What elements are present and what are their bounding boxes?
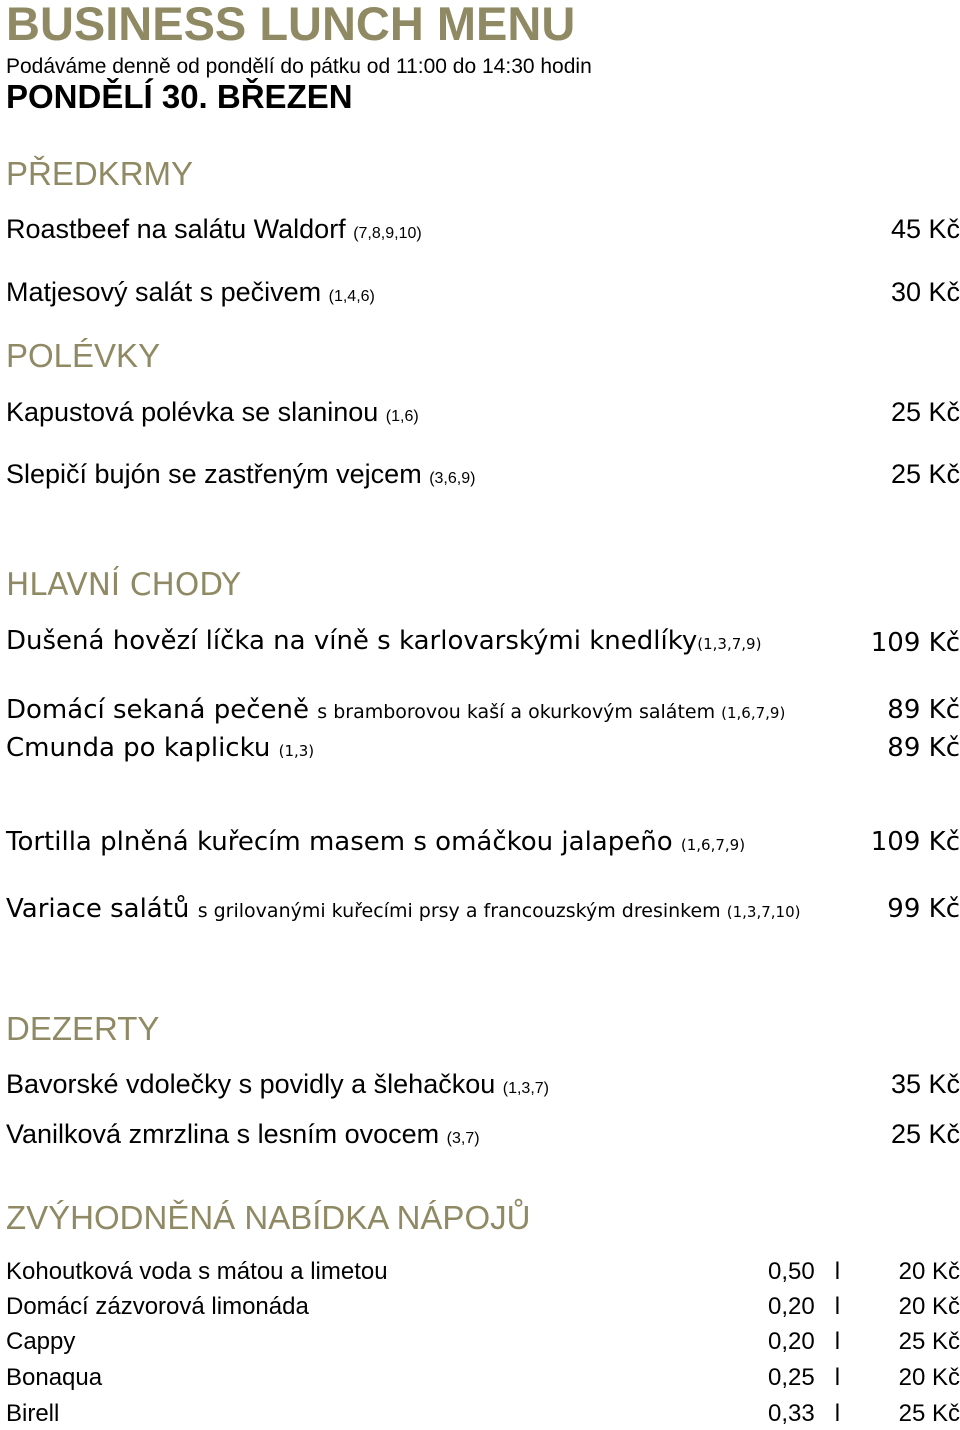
drink-name: Birell	[6, 1400, 60, 1427]
item-allergens: (1,6,7,9)	[721, 704, 786, 722]
item-allergens: (1,3,7)	[502, 1080, 549, 1097]
item-name: Bavorské vdolečky s povidly a šlehačkou	[6, 1069, 503, 1099]
drink-volume: 0,33 l	[768, 1400, 841, 1427]
serving-hours: Podáváme denně od pondělí do pátku od 11:00 do 14:30 hodin	[6, 55, 592, 78]
item-name: Dušená hovězí líčka na víně s karlovarskými knedlíky	[6, 626, 698, 656]
item-price: 25 Kč	[890, 459, 960, 489]
menu-item	[6, 214, 422, 245]
drink-volume: 0,20 l	[768, 1293, 841, 1320]
menu-item	[6, 459, 475, 490]
menu-date: PONDĚLÍ 30. BŘEZEN	[6, 78, 353, 115]
item-price: 109 Kč	[870, 628, 960, 658]
item-price: 25 Kč	[890, 397, 960, 427]
item-name: Variace salátů	[6, 894, 198, 924]
item-price: 99 Kč	[887, 894, 960, 924]
menu-item	[6, 277, 375, 308]
item-allergens: (3,7)	[446, 1130, 480, 1147]
item-allergens: (7,8,9,10)	[353, 225, 422, 242]
item-price: 89 Kč	[887, 695, 960, 725]
item-allergens: (3,6,9)	[429, 470, 476, 487]
item-allergens: (1,6,7,9)	[680, 836, 746, 854]
menu-item	[6, 894, 800, 924]
drink-price: 20 Kč	[898, 1258, 960, 1285]
menu-item	[6, 827, 745, 857]
drink-price: 20 Kč	[898, 1364, 960, 1391]
drink-volume: 0,25 l	[768, 1364, 841, 1391]
item-allergens: (1,3,7,9)	[697, 635, 762, 653]
menu-title: BUSINESS LUNCH MENU	[6, 0, 576, 50]
item-name: Slepičí bujón se zastřeným vejcem	[6, 459, 430, 489]
drink-name: Cappy	[6, 1328, 76, 1355]
menu-item	[6, 626, 761, 656]
menu-item	[6, 1119, 480, 1150]
item-allergens: (1,3)	[278, 742, 315, 760]
item-name: Vanilková zmrzlina s lesním ovocem	[6, 1119, 447, 1149]
drink-volume: 0,50 l	[768, 1258, 841, 1285]
drink-name: Kohoutková voda s mátou a limetou	[6, 1258, 388, 1285]
item-name: Roastbeef na salátu Waldorf	[6, 214, 354, 244]
item-name: Matjesový salát s pečivem	[6, 277, 329, 307]
section-heading-drinks: ZVÝHODNĚNÁ NABÍDKA NÁPOJŮ	[6, 1199, 531, 1236]
item-name: Cmunda po kaplicku	[6, 733, 279, 763]
item-price: 89 Kč	[887, 733, 960, 763]
item-allergens: (1,4,6)	[328, 288, 375, 305]
item-price: 45 Kč	[890, 214, 960, 244]
drink-price: 25 Kč	[898, 1400, 960, 1427]
item-price: 35 Kč	[890, 1069, 960, 1099]
item-price: 109 Kč	[870, 827, 960, 857]
item-name: Kapustová polévka se slaninou	[6, 397, 386, 427]
section-heading-mains: HLAVNÍ CHODY	[6, 567, 241, 603]
item-price: 25 Kč	[890, 1119, 960, 1149]
item-allergens: (1,3,7,10)	[726, 903, 801, 921]
item-name: Domácí sekaná pečeně	[6, 695, 318, 725]
drink-name: Bonaqua	[6, 1364, 103, 1391]
menu-item	[6, 733, 314, 763]
menu-item	[6, 1069, 549, 1100]
drink-name: Domácí zázvorová limonáda	[6, 1293, 309, 1320]
section-heading-desserts: DEZERTY	[6, 1010, 160, 1047]
item-price: 30 Kč	[890, 277, 960, 307]
item-name: Tortilla plněná kuřecím masem s omáčkou jalapeño	[6, 827, 681, 857]
item-allergens: (1,6)	[385, 408, 419, 425]
item-description: s bramborovou kaší a okurkovým salátem	[317, 701, 722, 723]
menu-item	[6, 397, 419, 428]
section-heading-starters: PŘEDKRMY	[6, 155, 194, 192]
section-heading-soups: POLÉVKY	[6, 337, 161, 374]
menu-item	[6, 695, 785, 725]
drink-price: 25 Kč	[898, 1328, 960, 1355]
item-description: s grilovanými kuřecími prsy a francouzským dresinkem	[197, 900, 727, 922]
drink-volume: 0,20 l	[768, 1328, 841, 1355]
drink-price: 20 Kč	[898, 1293, 960, 1320]
